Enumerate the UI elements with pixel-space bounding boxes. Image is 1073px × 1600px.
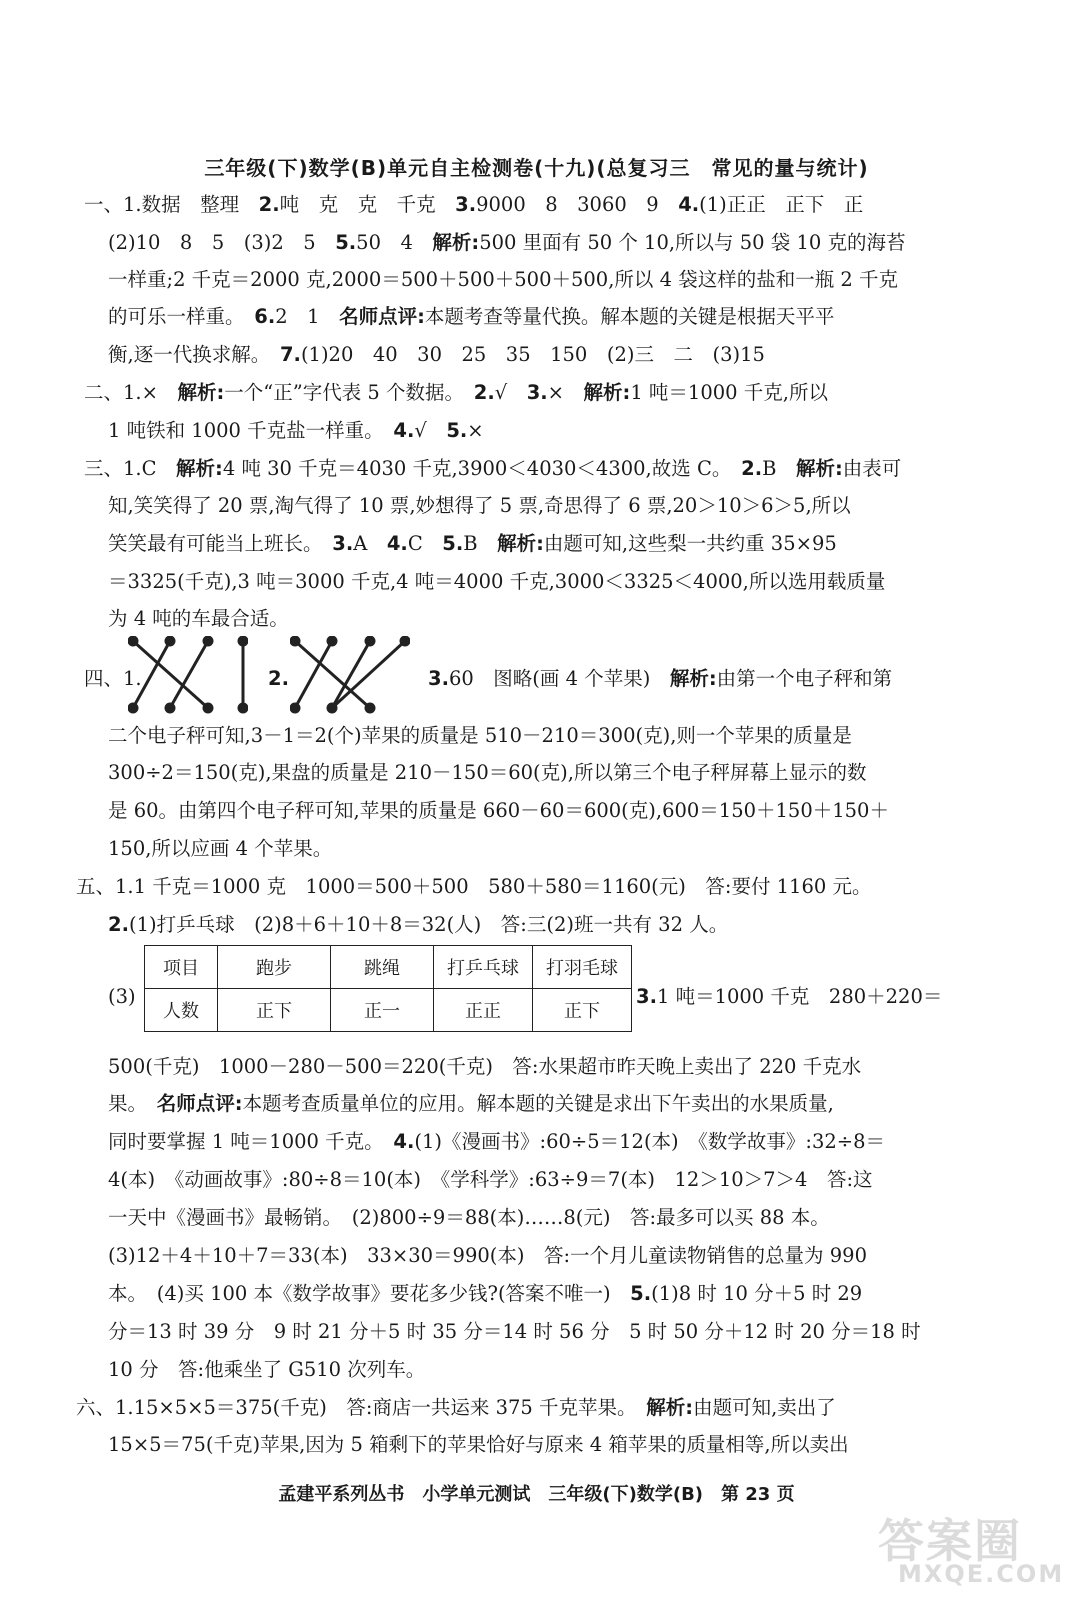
watermark-text: 答案圈 [878, 1514, 1022, 1568]
bold-label: 名师点评: [339, 305, 425, 328]
bold-label: 5. [335, 231, 357, 254]
answer-line [84, 192, 863, 218]
bold-label: 4. [393, 419, 415, 442]
bold-label: 2. [108, 913, 129, 936]
line-text: 笑笑最有可能当上班长。 [108, 532, 333, 555]
line-text: ＝3325(千克),3 吨＝3000 千克,4 吨＝4000 千克,3000＜3325＜4000,所以选用载质量 [108, 570, 886, 593]
bold-label: 名师点评: [156, 1092, 243, 1115]
answer-line [108, 230, 905, 256]
answer-line [108, 1432, 849, 1458]
bold-label: 4. [386, 532, 408, 555]
table-cell: 项目 [145, 946, 218, 989]
line-text: √ [414, 419, 447, 442]
line-text: 本。 (4)买 100 本《数学故事》要花多少钱?(答案不唯一) [108, 1282, 631, 1305]
bold-label: 解析: [795, 457, 843, 480]
line-text: B [463, 532, 498, 555]
answer-line [108, 267, 898, 293]
answer-line [108, 342, 765, 368]
bold-label: 解析: [646, 1396, 694, 1419]
line-text: 2 1 [275, 305, 340, 328]
line-text: 五、1.1 千克＝1000 克 1000＝500＋500 580＋580＝1160(元) 答:要付 1160 元。 [76, 875, 872, 898]
bold-label: 解析: [176, 457, 223, 480]
matching-diagram-2 [290, 636, 410, 716]
line-text: 1 吨＝1000 千克,所以 [630, 381, 828, 404]
watermark-logo [878, 1505, 1065, 1590]
line-text: √ [494, 381, 527, 404]
bold-label: 3. [332, 532, 354, 555]
watermark-url: MXQE.COM [898, 1560, 1065, 1588]
table-cell: 正一 [331, 989, 434, 1032]
answer-line [84, 456, 901, 482]
line-text: 9000 8 3060 9 [476, 193, 679, 216]
answer-line [108, 1091, 834, 1117]
line-text: 一、1. [84, 193, 142, 216]
bold-label: 5. [446, 419, 468, 442]
line-text: 10 分 答:他乘坐了 G510 次列车。 [108, 1358, 426, 1381]
line-text: 由第一个电子秤和第 [716, 667, 893, 690]
line-text: 分＝13 时 39 分 9 时 21 分＋5 时 35 分＝14 时 56 分 5 时 50 分＋12 时 20 分＝18 时 [108, 1320, 921, 1343]
answer-line [428, 666, 892, 692]
line-text: 本题考查质量单位的应用。解本题的关键是求出下午卖出的水果质量, [242, 1092, 834, 1115]
line-text: 一个“正”字代表 5 个数据。 [224, 381, 474, 404]
answer-line [108, 723, 852, 749]
line-text: 衡,逐一代换求解。 [108, 343, 280, 366]
bold-label: 4. [393, 1130, 415, 1153]
line-text: 是 60。由第四个电子秤可知,苹果的质量是 660－60＝600(克),600＝150＋150＋150＋ [108, 799, 889, 822]
line-text: 由题可知,这些梨一共约重 35×95 [543, 532, 837, 555]
bold-label: 2. [268, 667, 289, 690]
line-text: B [762, 457, 796, 480]
answer-line [108, 531, 837, 557]
line-text: 数据 整理 [141, 193, 259, 216]
table-row [145, 946, 632, 989]
line-text: × [547, 381, 584, 404]
line-text: 本题考查等量代换。解本题的关键是根据天平平 [424, 305, 835, 328]
answer-line [268, 666, 289, 692]
line-text: 300÷2＝150(克),果盘的质量是 210－150＝60(克),所以第三个电子秤屏幕上显示的数 [108, 761, 867, 784]
line-text: 500 里面有 50 个 10,所以与 50 袋 10 克的海苔 [479, 231, 906, 254]
line-text: (1)20 40 30 25 35 150 (2)三 二 (3)15 [300, 343, 765, 366]
answer-line [108, 836, 332, 862]
answer-line [108, 304, 834, 330]
line-text: 二、1.× [84, 381, 178, 404]
line-text: 二个电子秤可知,3－1＝2(个)苹果的质量是 510－210＝300(克),则一个苹果的质量是 [108, 724, 852, 747]
line-text: 4(本) 《动画故事》:80÷8＝10(本) 《学科学》:63÷9＝7(本) 12＞10＞7＞4 答:这 [108, 1168, 873, 1191]
line-text: 一样重;2 千克＝2000 克,2000＝500＋500＋500＋500,所以 4 袋这样的盐和一瓶 2 千克 [108, 268, 899, 291]
answer-line [108, 418, 484, 444]
line-text: 4 吨 30 千克＝4030 千克,3900＜4030＜4300,故选 C。 [222, 457, 742, 480]
answer-line [108, 1129, 885, 1155]
table-cell: 人数 [145, 989, 218, 1032]
line-text: 四、1. [84, 667, 142, 690]
line-text: × [467, 419, 484, 442]
bold-label: 3. [636, 985, 657, 1008]
answer-line [108, 569, 885, 595]
table-cell: 打乒乓球 [434, 946, 533, 989]
answer-line [108, 1243, 867, 1269]
bold-label: 2. [473, 381, 495, 404]
table-cell: 打羽毛球 [533, 946, 632, 989]
table-cell: 正下 [533, 989, 632, 1032]
line-text: 的可乐一样重。 [108, 305, 255, 328]
bold-label: 5. [442, 532, 464, 555]
line-text: 由表可 [842, 457, 902, 480]
tally-table [144, 945, 632, 1032]
line-text: (1)8 时 10 分＋5 时 29 [651, 1282, 863, 1305]
line-text: 果。 [108, 1092, 157, 1115]
line-text: 知,笑笑得了 20 票,淘气得了 10 票,妙想得了 5 票,奇思得了 6 票,20＞10＞6＞5,所以 [108, 494, 851, 517]
line-text: (1)正正 正下 正 [699, 193, 864, 216]
line-text: 50 4 [356, 231, 433, 254]
bold-label: 2. [258, 193, 280, 216]
bold-label: 4. [678, 193, 700, 216]
matching-diagram-1 [128, 636, 248, 716]
line-text: 一天中《漫画书》最畅销。 (2)800÷9＝88(本)……8(元) 答:最多可以买 88 本。 [108, 1206, 830, 1229]
answer-line [108, 1205, 830, 1231]
answer-line [108, 798, 889, 824]
line-text: 60 图略(画 4 个苹果) [448, 667, 670, 690]
bold-label: 3. [428, 667, 449, 690]
line-text: C [407, 532, 443, 555]
bold-label: 7. [279, 343, 301, 366]
answer-line [108, 1167, 873, 1193]
answer-line [108, 912, 728, 938]
line-text: 由题可知,卖出了 [693, 1396, 836, 1419]
answer-line [108, 984, 136, 1010]
answer-line [84, 380, 828, 406]
table-cell: 跑步 [218, 946, 331, 989]
bold-label: 解析: [432, 231, 480, 254]
line-text: 500(千克) 1000－280－500＝220(千克) 答:水果超市昨天晚上卖出了 220 千克水 [108, 1055, 862, 1078]
table-cell: 正正 [434, 989, 533, 1032]
answer-line [108, 1281, 862, 1307]
bold-label: 解析: [177, 381, 225, 404]
answer-line [76, 1395, 836, 1421]
bold-label: 3. [526, 381, 548, 404]
line-text: 六、1.15×5×5＝375(千克) 答:商店一共运来 375 千克苹果。 [76, 1396, 647, 1419]
line-text: 1 吨＝1000 千克 280＋220＝ [656, 985, 943, 1008]
bold-label: 6. [254, 305, 276, 328]
line-text: 吨 克 克 千克 [279, 193, 456, 216]
bold-label: 解析: [669, 667, 717, 690]
answer-line [636, 984, 942, 1010]
bold-label: 解析: [497, 532, 544, 555]
line-text: 三、1.C [84, 457, 177, 480]
answer-line [108, 1054, 861, 1080]
answer-line [108, 1357, 425, 1383]
line-text: 同时要掌握 1 吨＝1000 千克。 [108, 1130, 394, 1153]
table-cell: 跳绳 [331, 946, 434, 989]
page-title: 三年级(下)数学(B)单元自主检测卷(十九)(总复习三 常见的量与统计) [204, 156, 869, 180]
line-text: 为 4 吨的车最合适。 [108, 607, 289, 630]
answer-line [76, 874, 871, 900]
line-text: 15×5＝75(千克)苹果,因为 5 箱剩下的苹果恰好与原来 4 箱苹果的质量相等,所以卖出 [108, 1433, 849, 1456]
answer-line [108, 606, 289, 632]
bold-label: 3. [455, 193, 477, 216]
table-row [145, 989, 632, 1032]
line-text: (3)12＋4＋10＋7＝33(本) 33×30＝990(本) 答:一个月儿童读物销售的总量为 990 [108, 1244, 867, 1267]
bold-label: 解析: [583, 381, 631, 404]
answer-line [108, 760, 866, 786]
line-text: (1)《漫画书》:60÷5＝12(本) 《数学故事》:32÷8＝ [414, 1130, 886, 1153]
line-text: A [353, 532, 387, 555]
line-text: 150,所以应画 4 个苹果。 [108, 837, 333, 860]
line-text: (2)10 8 5 (3)2 5 [108, 231, 336, 254]
line-text: (1)打乒乓球 (2)8＋6＋10＋8＝32(人) 答:三(2)班一共有 32 人。 [128, 913, 729, 936]
line-text: (3) [108, 985, 136, 1008]
answer-line [108, 1319, 921, 1345]
table-cell: 正下 [218, 989, 331, 1032]
line-text: 1 吨铁和 1000 千克盐一样重。 [108, 419, 394, 442]
answer-line [108, 493, 851, 519]
page-footer: 孟建平系列丛书 小学单元测试 三年级(下)数学(B) 第 23 页 [278, 1484, 795, 1505]
bold-label: 2. [741, 457, 763, 480]
bold-label: 5. [630, 1282, 652, 1305]
